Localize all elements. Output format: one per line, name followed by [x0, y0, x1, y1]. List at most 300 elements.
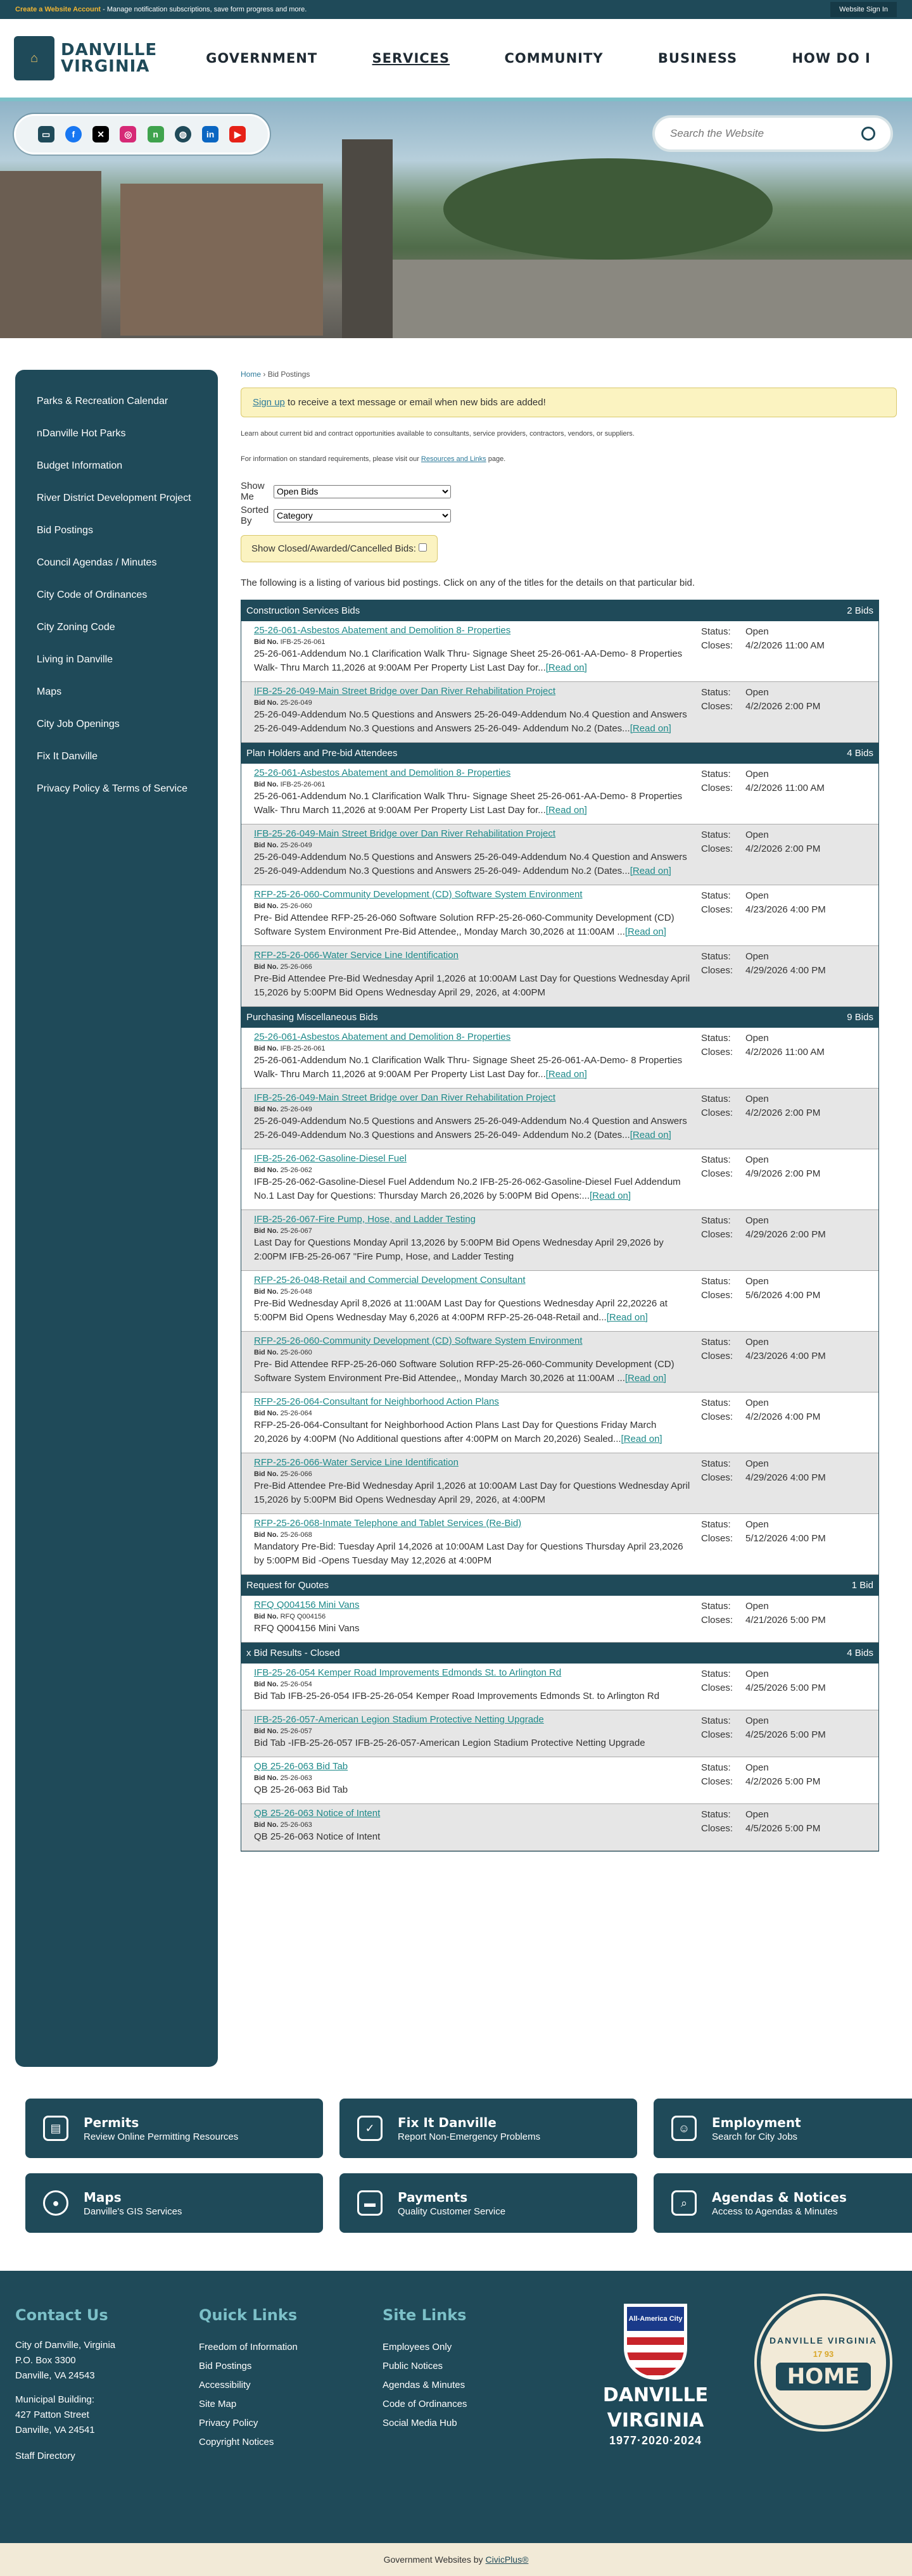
closes-label: Closes:	[701, 783, 733, 793]
bid-description: 25-26-049-Addendum No.5 Questions and Answers 25-26-049-Addendum No.4 Question and Answers 25-26-049-Addendum No.3 Questions and Answers 25-26-049- Addendum No.2 (Dates...[Read on]	[254, 1116, 687, 1140]
agendas-tile[interactable]	[654, 2173, 912, 2233]
show-me-select[interactable]	[274, 485, 451, 498]
bid-title-link[interactable]: IFB-25-26-057-American Legion Stadium Protective Netting Upgrade	[254, 1714, 544, 1725]
chat-check-icon: ✓	[357, 2116, 383, 2141]
bid-number: Bid No. 25-26-068	[254, 1531, 312, 1539]
status-value: Open	[745, 1601, 769, 1612]
bid-details	[254, 1808, 701, 1844]
status-value: Open	[745, 769, 769, 780]
bid-details	[254, 1153, 701, 1203]
tile-subtitle: Search for City Jobs	[712, 2131, 798, 2142]
closes-label: Closes:	[701, 965, 733, 976]
search-icon[interactable]	[861, 127, 875, 141]
quick-links-heading: Quick Links	[199, 2306, 298, 2324]
closes-value: 4/9/2026 2:00 PM	[745, 1168, 821, 1179]
sidebar-item[interactable]: Privacy Policy & Terms of Service	[37, 783, 187, 794]
bid-number: Bid No. 25-26-067	[254, 1227, 312, 1235]
bid-row	[241, 1596, 878, 1643]
closes-value: 4/21/2026 5:00 PM	[745, 1615, 826, 1626]
sorted-by-select[interactable]	[274, 509, 451, 522]
city-crest-icon: ⌂	[14, 36, 54, 80]
tile-title: Payments	[398, 2189, 468, 2205]
bid-description: Mandatory Pre-Bid: Tuesday April 14,2026 at 10:00AM Last Day for Questions Thursday April 23,2026 by 5:00PM Bid -Opens Tuesday May 12,2026 at 4:00PM	[254, 1541, 683, 1566]
tile-title: Agendas & Notices	[712, 2189, 847, 2205]
status-value: Open	[745, 626, 769, 637]
status-value: Open	[745, 1154, 769, 1165]
bid-title-link[interactable]: 25-26-061-Asbestos Abatement and Demolition 8- Properties	[254, 625, 511, 636]
staff-directory-link[interactable]: Staff Directory	[15, 2451, 75, 2461]
site-footer	[0, 2271, 912, 2543]
map-pin-icon: ●	[43, 2190, 68, 2216]
bid-status	[701, 1714, 866, 1750]
bid-number: Bid No. 25-26-063	[254, 1774, 312, 1782]
read-on-link[interactable]: [Read on]	[621, 1434, 662, 1444]
bid-description: 25-26-061-Addendum No.1 Clarification Walk Thru- Signage Sheet 25-26-061-AA-Demo- 8 Properties Walk- Thru March 11,2026 at 9:00AM Per Property List Last Day for...[Read on]	[254, 648, 683, 673]
footer-link[interactable]: Copyright Notices	[199, 2437, 274, 2447]
search-input[interactable]	[670, 127, 860, 140]
bid-details	[254, 889, 701, 939]
bid-details	[254, 1275, 701, 1325]
show-closed-checkbox[interactable]	[419, 543, 427, 552]
bid-details	[254, 950, 701, 1000]
badge-line: VIRGINIA	[607, 2409, 704, 2432]
closes-value: 4/2/2026 2:00 PM	[745, 1108, 821, 1118]
bid-row	[241, 1710, 878, 1757]
sidebar-item[interactable]: City Job Openings	[37, 719, 120, 729]
bid-title-link[interactable]: IFB-25-26-067-Fire Pump, Hose, and Ladder Testing	[254, 1214, 476, 1225]
show-me-label: Show Me	[241, 481, 265, 502]
bid-details	[254, 1214, 701, 1264]
bottom-text: Government Websites by	[383, 2554, 483, 2565]
closes-value: 4/25/2026 5:00 PM	[745, 1683, 826, 1693]
bid-row	[241, 1514, 878, 1575]
status-label: Status:	[701, 1154, 731, 1165]
bid-status	[701, 1396, 866, 1446]
bid-title-link[interactable]: IFB-25-26-049-Main Street Bridge over Dan River Rehabilitation Project	[254, 828, 556, 839]
badge-line: DANVILLE	[602, 2384, 709, 2406]
category-count: 9 Bids	[847, 1012, 873, 1023]
status-label: Status:	[701, 1601, 731, 1612]
bid-details	[254, 1600, 701, 1636]
tile-title: Fix It Danville	[398, 2114, 497, 2130]
status-label: Status:	[701, 951, 731, 962]
bid-title-link[interactable]: IFB-25-26-062-Gasoline-Diesel Fuel	[254, 1153, 407, 1164]
closes-label: Closes:	[701, 1615, 733, 1626]
show-closed-toggle	[241, 535, 438, 562]
category-name: Request for Quotes	[246, 1580, 329, 1591]
sidebar-item[interactable]: City Zoning Code	[37, 622, 115, 633]
banner-street	[393, 260, 912, 338]
sidebar-item[interactable]: Living in Danville	[37, 654, 113, 665]
main-navigation	[160, 51, 898, 66]
bottom-bar	[0, 2543, 912, 2576]
read-on-link[interactable]: [Read on]	[630, 866, 671, 876]
sidebar-item[interactable]: Parks & Recreation Calendar	[37, 396, 168, 407]
footer-link[interactable]: Employees Only	[383, 2342, 452, 2352]
category-count: 2 Bids	[847, 605, 873, 616]
bid-details	[254, 625, 701, 675]
bid-row	[241, 1028, 878, 1089]
bid-number: Bid No. 25-26-049	[254, 1106, 312, 1113]
breadcrumb-home[interactable]: Home	[241, 370, 262, 379]
closes-label: Closes:	[701, 1168, 733, 1179]
sign-in-button[interactable]: Website Sign In	[830, 2, 897, 17]
status-label: Status:	[701, 1715, 731, 1726]
read-on-link[interactable]: [Read on]	[545, 662, 587, 673]
closes-value: 4/5/2026 5:00 PM	[745, 1823, 821, 1834]
home-logo-word: HOME	[776, 2363, 871, 2390]
clipboard-icon: ▤	[43, 2116, 68, 2141]
bid-details	[254, 1714, 701, 1750]
bid-status	[701, 1518, 866, 1568]
site-logo[interactable]	[14, 36, 160, 80]
youtube-icon[interactable]: ▶	[229, 126, 246, 142]
category-header	[241, 600, 878, 621]
bid-details	[254, 1092, 701, 1142]
listing-intro: The following is a listing of various bid postings. Click on any of the titles for the details on that particular bid.	[241, 578, 695, 588]
bid-number: Bid No. 25-26-054	[254, 1681, 312, 1688]
bid-number: Bid No. 25-26-048	[254, 1288, 312, 1296]
closes-value: 4/29/2026 2:00 PM	[745, 1229, 826, 1240]
globe-icon[interactable]: ◍	[175, 126, 191, 142]
category-header	[241, 1643, 878, 1664]
nav-government[interactable]: GOVERNMENT	[206, 51, 318, 66]
closes-value: 4/2/2026 2:00 PM	[745, 843, 821, 854]
linkedin-icon[interactable]: in	[202, 126, 218, 142]
x-twitter-icon[interactable]: ✕	[92, 126, 109, 142]
footer-link[interactable]: Privacy Policy	[199, 2418, 258, 2428]
bid-title-link[interactable]: RFP-25-26-066-Water Service Line Identification	[254, 1457, 459, 1468]
closes-value: 4/2/2026 2:00 PM	[745, 701, 821, 712]
sidebar-item[interactable]: nDanville Hot Parks	[37, 428, 126, 439]
document-search-icon: ⌕	[671, 2190, 697, 2216]
footer-link[interactable]: Public Notices	[383, 2361, 443, 2371]
bid-row	[241, 764, 878, 824]
employment-tile[interactable]	[654, 2099, 912, 2158]
closes-label: Closes:	[701, 1290, 733, 1301]
read-on-link[interactable]: [Read on]	[624, 1373, 666, 1384]
bid-title-link[interactable]: 25-26-061-Asbestos Abatement and Demolition 8- Properties	[254, 1032, 511, 1042]
top-bar	[0, 0, 912, 19]
status-label: Status:	[701, 1458, 731, 1469]
logo-text: DANVILLE VIRGINIA	[61, 41, 158, 76]
status-value: Open	[745, 687, 769, 698]
bid-status	[701, 1032, 866, 1082]
quick-tiles	[0, 2092, 912, 2271]
bid-description: Pre- Bid Attendee RFP-25-26-060 Software Solution RFP-25-26-060-Community Development (CD) Software System Environment Pre-Bid Attendee,, Monday March 30,2026 at 11:00AM ...[Read on]	[254, 1359, 674, 1384]
bid-row	[241, 1089, 878, 1149]
bid-title-link[interactable]: RFP-25-26-060-Community Development (CD) Software System Environment	[254, 889, 583, 900]
sidebar-item[interactable]: Bid Postings	[37, 525, 93, 536]
closes-label: Closes:	[701, 904, 733, 915]
banner-building	[120, 184, 323, 336]
footer-link[interactable]: Site Map	[199, 2399, 237, 2409]
status-label: Status:	[701, 1809, 731, 1820]
footer-link[interactable]: Agendas & Minutes	[383, 2380, 466, 2390]
bid-number: Bid No. 25-26-049	[254, 699, 312, 707]
status-value: Open	[745, 1094, 769, 1104]
badge-years: 1977·2020·2024	[609, 2434, 702, 2447]
resources-link[interactable]: Resources and Links	[421, 455, 486, 463]
bid-title-link[interactable]: QB 25-26-063 Notice of Intent	[254, 1808, 381, 1819]
bid-details	[254, 686, 701, 736]
bid-status	[701, 1761, 866, 1797]
status-label: Status:	[701, 830, 731, 840]
bid-description: 25-26-061-Addendum No.1 Clarification Walk Thru- Signage Sheet 25-26-061-AA-Demo- 8 Properties Walk- Thru March 11,2026 at 9:00AM Per Property List Last Day for...[Read on]	[254, 1055, 683, 1080]
bid-status	[701, 625, 866, 675]
tile-title: Employment	[712, 2114, 801, 2130]
nav-community[interactable]: COMMUNITY	[504, 51, 604, 66]
danville-home-logo	[757, 2296, 890, 2429]
bid-status	[701, 1092, 866, 1142]
closes-label: Closes:	[701, 1683, 733, 1693]
read-on-link[interactable]: [Read on]	[545, 1069, 587, 1080]
shield-icon: All-America City	[624, 2304, 687, 2380]
payments-tile[interactable]	[339, 2173, 637, 2233]
sidebar-item[interactable]: Fix It Danville	[37, 751, 98, 762]
status-value: Open	[745, 1762, 769, 1773]
breadcrumb	[241, 370, 897, 379]
status-value: Open	[745, 1669, 769, 1679]
closes-value: 4/2/2026 5:00 PM	[745, 1776, 821, 1787]
status-label: Status:	[701, 1033, 731, 1044]
bid-row	[241, 1804, 878, 1851]
bid-row	[241, 1453, 878, 1514]
closes-value: 4/23/2026 4:00 PM	[745, 1351, 826, 1361]
bid-number: Bid No. 25-26-057	[254, 1727, 312, 1735]
closes-label: Closes:	[701, 1533, 733, 1544]
bid-description: RFQ Q004156 Mini Vans	[254, 1623, 360, 1634]
civicplus-link[interactable]: CivicPlus®	[485, 2554, 529, 2565]
nav-services[interactable]: SERVICES	[372, 51, 450, 66]
bid-number: Bid No. RFQ Q004156	[254, 1613, 326, 1620]
bid-description: Bid Tab IFB-25-26-054 IFB-25-26-054 Kemper Road Improvements Edmonds St. to Arlington Rd	[254, 1691, 660, 1702]
create-account-link[interactable]: Create a Website Account	[15, 6, 101, 13]
requirements-info: For information on standard requirements, please visit our Resources and Links page.	[241, 455, 506, 463]
status-value: Open	[745, 1809, 769, 1820]
read-on-link[interactable]: [Read on]	[590, 1190, 631, 1201]
bid-details	[254, 1518, 701, 1568]
bid-title-link[interactable]: IFB-25-26-049-Main Street Bridge over Dan River Rehabilitation Project	[254, 686, 556, 697]
bid-status	[701, 767, 866, 818]
closes-label: Closes:	[701, 843, 733, 854]
bid-details	[254, 1761, 701, 1797]
tile-title: Maps	[84, 2189, 122, 2205]
tile-subtitle: Access to Agendas & Minutes	[712, 2206, 838, 2217]
closes-value: 4/2/2026 11:00 AM	[745, 783, 825, 793]
closes-value: 5/6/2026 4:00 PM	[745, 1290, 821, 1301]
bid-title-link[interactable]: RFP-25-26-068-Inmate Telephone and Tablet Services (Re-Bid)	[254, 1518, 522, 1529]
bid-details	[254, 1335, 701, 1386]
banner-trees	[443, 158, 773, 260]
read-on-link[interactable]: [Read on]	[624, 926, 666, 937]
read-on-link[interactable]: [Read on]	[630, 1130, 671, 1140]
bid-title-link[interactable]: IFB-25-26-049-Main Street Bridge over Dan River Rehabilitation Project	[254, 1092, 556, 1103]
alert-text: to receive a text message or email when new bids are added!	[284, 397, 546, 408]
tile-subtitle: Quality Customer Service	[398, 2206, 506, 2217]
bid-status	[701, 1457, 866, 1507]
closes-value: 4/2/2026 4:00 PM	[745, 1411, 821, 1422]
bid-number: Bid No. 25-26-064	[254, 1410, 312, 1417]
closes-label: Closes:	[701, 1229, 733, 1240]
closes-value: 4/23/2026 4:00 PM	[745, 904, 826, 915]
bid-number: Bid No. 25-26-060	[254, 1349, 312, 1356]
bid-title-link[interactable]: RFP-25-26-060-Community Development (CD) Software System Environment	[254, 1335, 583, 1346]
bid-title-link[interactable]: QB 25-26-063 Bid Tab	[254, 1761, 348, 1772]
tv-icon[interactable]: ▭	[38, 126, 54, 142]
read-on-link[interactable]: [Read on]	[606, 1312, 648, 1323]
bid-row	[241, 1332, 878, 1392]
category-count: 4 Bids	[847, 748, 873, 759]
banner-building	[342, 139, 393, 338]
bid-description: RFP-25-26-064-Consultant for Neighborhood Action Plans Last Day for Questions Friday March 20,2026 by 4:00PM (No Additional questions after 4:00PM on March 20,2026) Sealed...[Read on]	[254, 1420, 662, 1444]
closes-label: Closes:	[701, 701, 733, 712]
bid-row	[241, 1392, 878, 1453]
status-label: Status:	[701, 1276, 731, 1287]
footer-link[interactable]: Bid Postings	[199, 2361, 252, 2371]
closes-label: Closes:	[701, 1108, 733, 1118]
closes-label: Closes:	[701, 640, 733, 651]
bid-status	[701, 1275, 866, 1325]
footer-link[interactable]: Accessibility	[199, 2380, 251, 2390]
instagram-icon[interactable]: ◎	[120, 126, 136, 142]
bid-number: Bid No. 25-26-066	[254, 1470, 312, 1478]
bid-status	[701, 1600, 866, 1636]
bid-row	[241, 1664, 878, 1710]
bid-number: Bid No. 25-26-066	[254, 963, 312, 971]
bid-description: Pre-Bid Wednesday April 8,2026 at 11:00AM Last Day for Questions Wednesday April 22,20226 at 5:00PM Bid Opens Wednesday May 6,2026 at 4:00PM RFP-25-26-048-Retail and...[Read on]	[254, 1298, 668, 1323]
site-search	[652, 115, 893, 152]
bid-table	[241, 600, 879, 1852]
status-value: Open	[745, 951, 769, 962]
read-on-link[interactable]: [Read on]	[630, 723, 671, 734]
nav-how-do-i[interactable]: HOW DO I	[792, 51, 871, 66]
category-header	[241, 743, 878, 764]
status-value: Open	[745, 1715, 769, 1726]
sidebar-item[interactable]: Budget Information	[37, 460, 123, 471]
bid-details	[254, 767, 701, 818]
bid-title-link[interactable]: RFP-25-26-064-Consultant for Neighborhood Action Plans	[254, 1396, 499, 1407]
address-line: P.O. Box 3300	[15, 2355, 76, 2366]
bid-title-link[interactable]: 25-26-061-Asbestos Abatement and Demolition 8- Properties	[254, 767, 511, 778]
site-links-heading: Site Links	[383, 2306, 467, 2324]
closes-label: Closes:	[701, 1351, 733, 1361]
bid-description: 25-26-049-Addendum No.5 Questions and Answers 25-26-049-Addendum No.4 Question and Answers 25-26-049-Addendum No.3 Questions and Answers 25-26-049- Addendum No.2 (Dates...[Read on]	[254, 709, 687, 734]
contact-heading: Contact Us	[15, 2306, 108, 2324]
category-header	[241, 1007, 878, 1028]
closes-label: Closes:	[701, 1729, 733, 1740]
permits-tile[interactable]	[25, 2099, 323, 2158]
address-line: Danville, VA 24543	[15, 2370, 95, 2381]
nextdoor-icon[interactable]: n	[148, 126, 164, 142]
status-value: Open	[745, 1337, 769, 1348]
id-card-icon: ☺	[671, 2116, 697, 2141]
social-media-bar	[14, 114, 270, 155]
bid-description: QB 25-26-063 Bid Tab	[254, 1784, 348, 1795]
bid-row	[241, 885, 878, 946]
closes-value: 4/29/2026 4:00 PM	[745, 965, 826, 976]
bid-description: QB 25-26-063 Notice of Intent	[254, 1831, 381, 1842]
address-line: 427 Patton Street	[15, 2409, 89, 2420]
bid-row	[241, 1149, 878, 1210]
status-value: Open	[745, 1276, 769, 1287]
site-links-column	[383, 2306, 566, 2543]
fix-it-tile[interactable]	[339, 2099, 637, 2158]
read-on-link[interactable]: [Read on]	[545, 805, 587, 816]
bid-status	[701, 950, 866, 1000]
bid-row	[241, 1210, 878, 1271]
account-notice	[15, 6, 307, 13]
sidebar-item[interactable]: River District Development Project	[37, 493, 191, 503]
bid-row	[241, 1757, 878, 1804]
breadcrumb-separator: ›	[261, 370, 268, 379]
bid-title-link[interactable]: RFQ Q004156 Mini Vans	[254, 1600, 360, 1610]
status-label: Status:	[701, 1519, 731, 1530]
tile-title: Permits	[84, 2114, 139, 2130]
closes-value: 4/2/2026 11:00 AM	[745, 1047, 825, 1058]
address-line: City of Danville, Virginia	[15, 2340, 116, 2351]
status-value: Open	[745, 1398, 769, 1408]
bid-status	[701, 1335, 866, 1386]
bid-description: Pre-Bid Attendee Pre-Bid Wednesday April 1,2026 at 10:00AM Last Day for Questions Wednesday April 15,2026 by 5:00PM Bid Opens Wednesday April 29, 2026, at 4:00PM	[254, 973, 690, 998]
closes-label: Closes:	[701, 1472, 733, 1483]
bid-number: Bid No. 25-26-060	[254, 902, 312, 910]
category-count: 4 Bids	[847, 1648, 873, 1658]
status-label: Status:	[701, 1337, 731, 1348]
bid-status	[701, 1153, 866, 1203]
bid-description: Pre- Bid Attendee RFP-25-26-060 Software Solution RFP-25-26-060-Community Development (CD) Software System Environment Pre-Bid Attendee,, Monday March 30,2026 at 11:00AM ...[Read on]	[254, 912, 674, 937]
status-label: Status:	[701, 1094, 731, 1104]
facebook-icon[interactable]: f	[65, 126, 82, 142]
bid-title-link[interactable]: IFB-25-26-054 Kemper Road Improvements Edmonds St. to Arlington Rd	[254, 1667, 562, 1678]
bid-title-link[interactable]: RFP-25-26-066-Water Service Line Identification	[254, 950, 459, 961]
tile-subtitle: Review Online Permitting Resources	[84, 2131, 239, 2142]
bid-details	[254, 828, 701, 878]
footer-link[interactable]: Code of Ordinances	[383, 2399, 467, 2409]
status-label: Status:	[701, 769, 731, 780]
maps-tile[interactable]	[25, 2173, 323, 2233]
status-value: Open	[745, 1215, 769, 1226]
nav-business[interactable]: BUSINESS	[657, 51, 738, 66]
category-count: 1 Bid	[851, 1580, 873, 1591]
status-label: Status:	[701, 1762, 731, 1773]
category-name: Plan Holders and Pre-bid Attendees	[246, 748, 398, 759]
sidebar-item[interactable]: City Code of Ordinances	[37, 590, 148, 600]
closes-label: Closes:	[701, 1823, 733, 1834]
banner-building	[0, 171, 101, 338]
footer-link[interactable]: Social Media Hub	[383, 2418, 457, 2428]
sidebar-item[interactable]: Council Agendas / Minutes	[37, 557, 157, 568]
bid-number: Bid No. 25-26-063	[254, 1821, 312, 1829]
status-value: Open	[745, 1519, 769, 1530]
main-content	[218, 370, 897, 2067]
closes-label: Closes:	[701, 1411, 733, 1422]
category-name: Purchasing Miscellaneous Bids	[246, 1012, 378, 1023]
home-logo-years: 17 93	[813, 2349, 834, 2359]
closes-value: 5/12/2026 4:00 PM	[745, 1533, 826, 1544]
sign-up-link[interactable]: Sign up	[253, 397, 285, 408]
category-name: x Bid Results - Closed	[246, 1648, 340, 1658]
all-america-city-badge	[589, 2304, 722, 2447]
closes-value: 4/2/2026 11:00 AM	[745, 640, 825, 651]
bid-title-link[interactable]: RFP-25-26-048-Retail and Commercial Development Consultant	[254, 1275, 526, 1285]
show-closed-label: Show Closed/Awarded/Cancelled Bids:	[251, 543, 416, 554]
footer-link[interactable]: Freedom of Information	[199, 2342, 298, 2352]
tile-subtitle: Danville's GIS Services	[84, 2206, 182, 2217]
bid-details	[254, 1457, 701, 1507]
sidebar-item[interactable]: Maps	[37, 686, 62, 697]
bid-number: Bid No. 25-26-049	[254, 842, 312, 849]
